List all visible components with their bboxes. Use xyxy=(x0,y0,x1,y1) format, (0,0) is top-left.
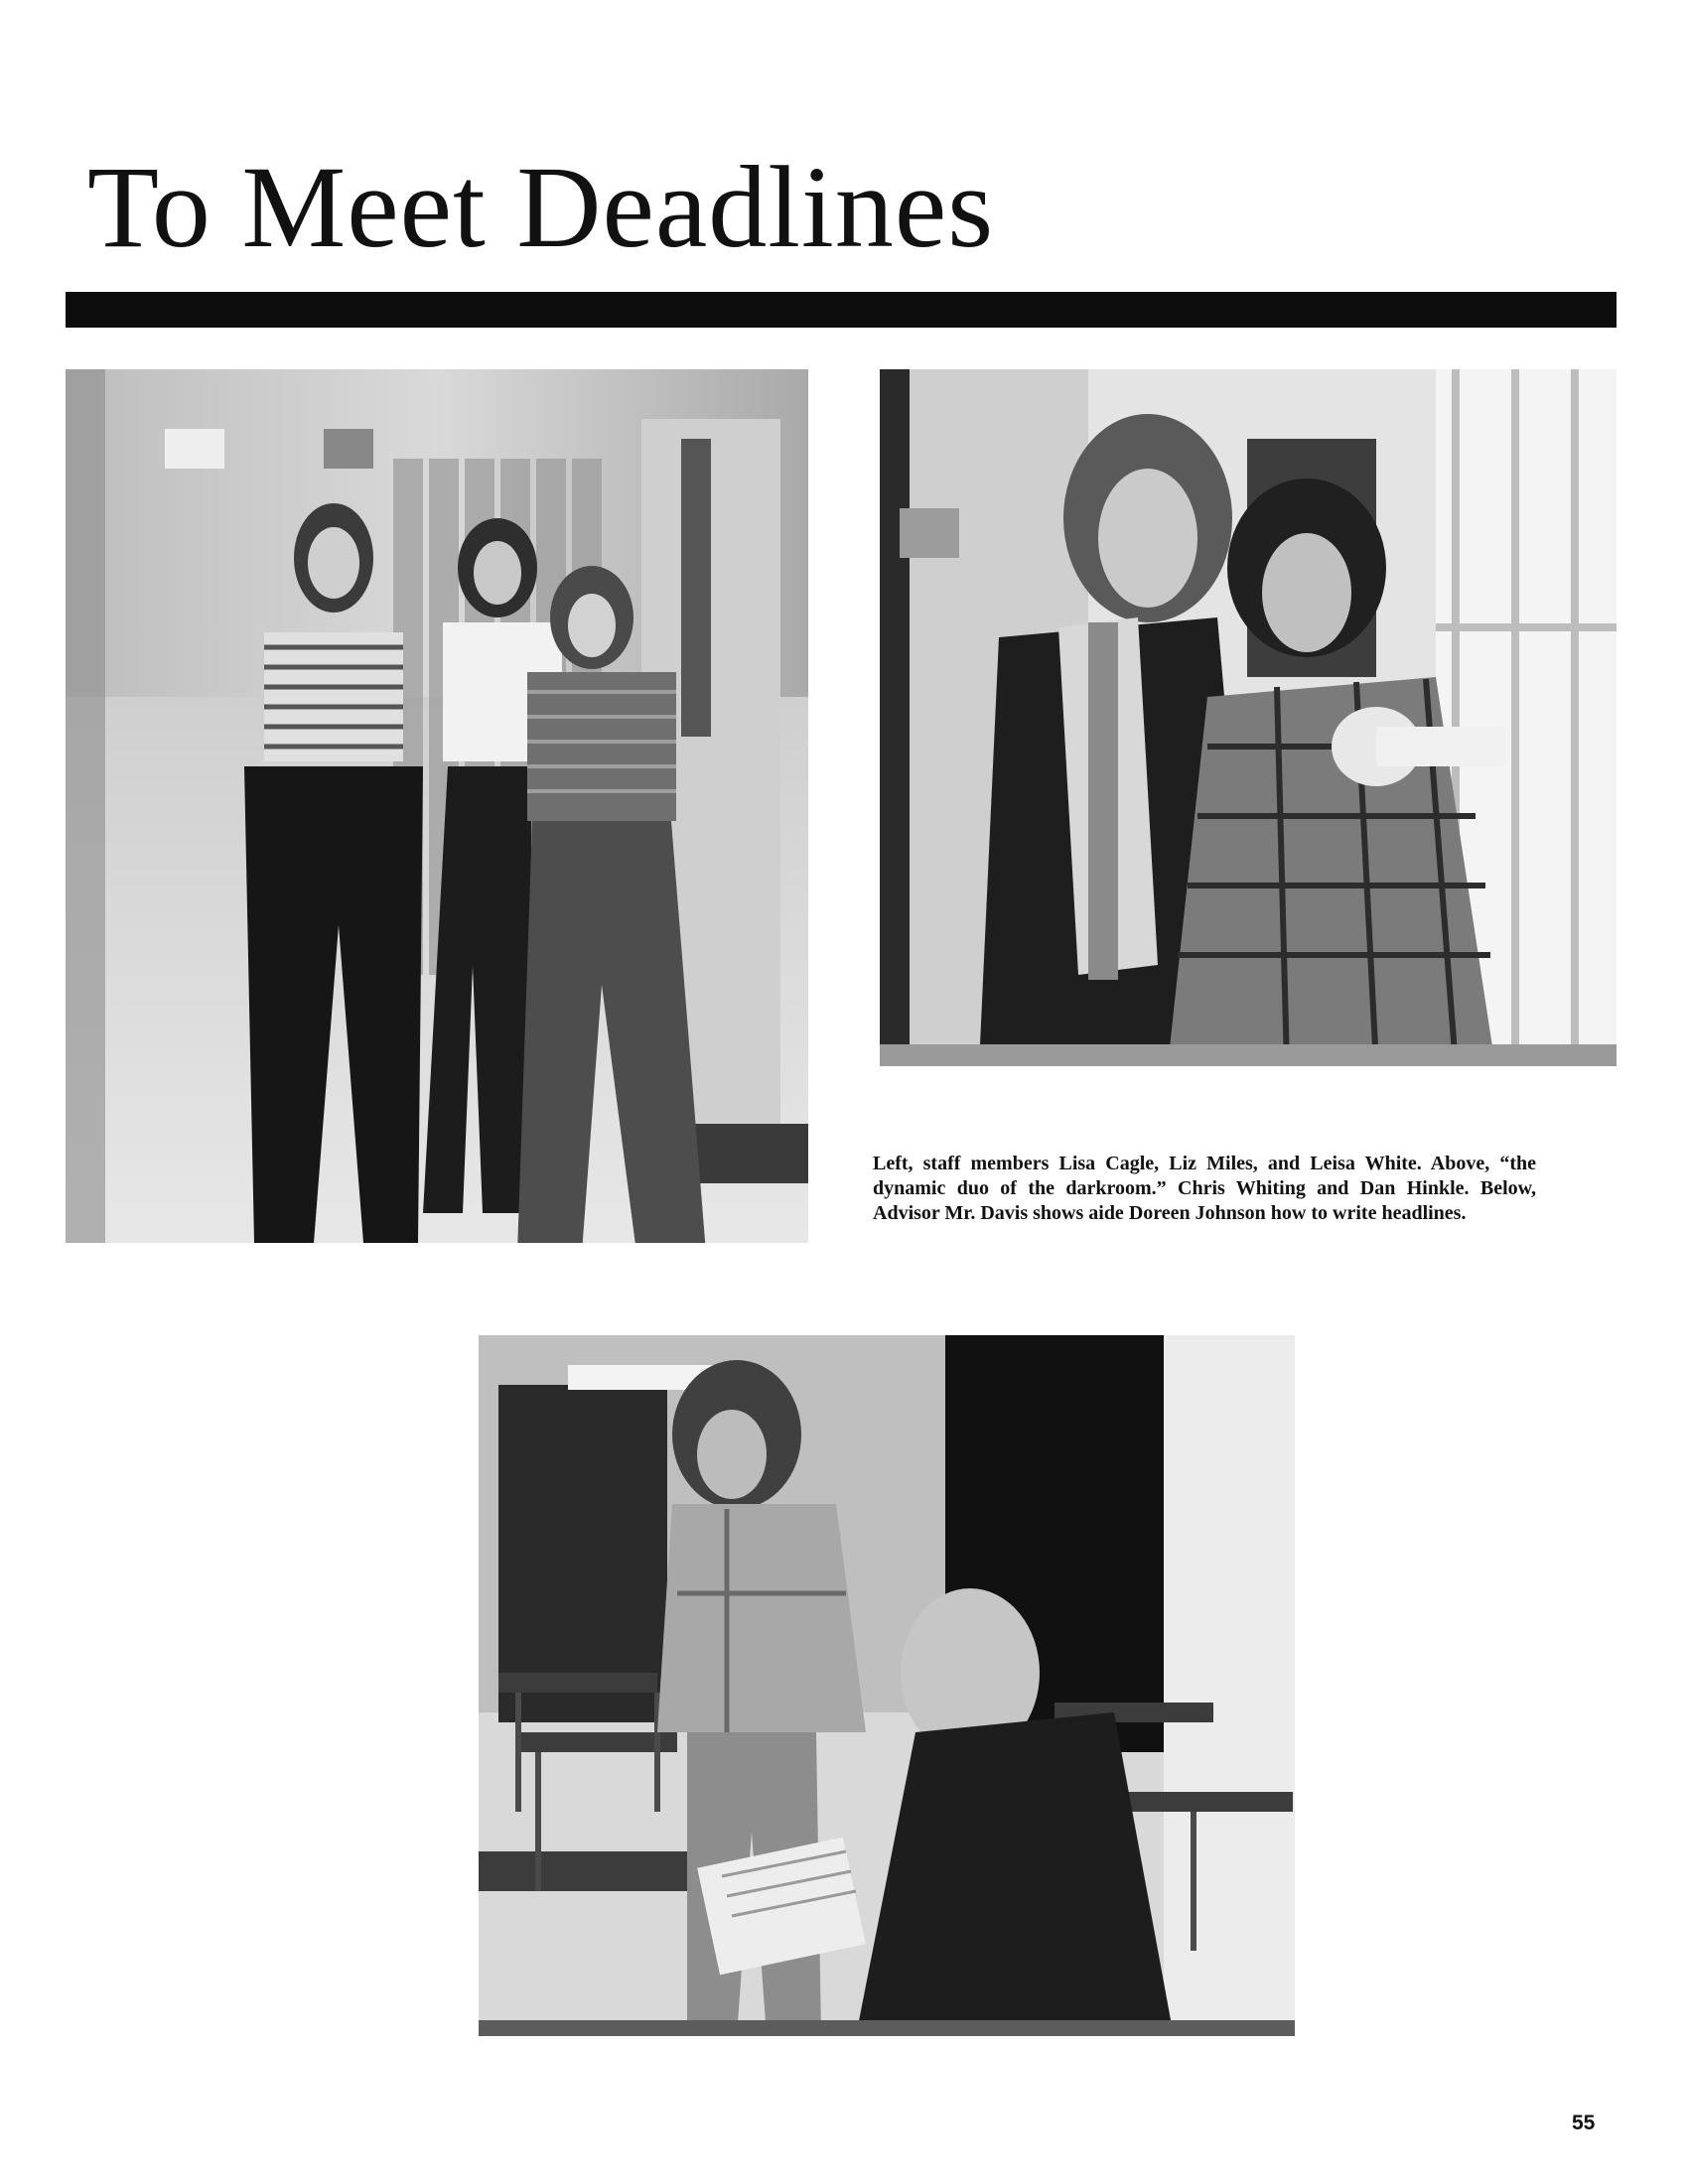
photo-hallway-staff-members xyxy=(66,369,808,1263)
headline-rule xyxy=(66,292,1617,328)
photo-darkroom-duo xyxy=(880,369,1617,1066)
classroom-photo-graphic xyxy=(479,1335,1295,2036)
page-number: 55 xyxy=(1572,2112,1596,2134)
page-headline: To Meet Deadlines xyxy=(87,142,995,272)
hallway-photo-graphic xyxy=(66,369,808,1263)
darkroom-photo-graphic xyxy=(880,369,1617,1066)
photo-advisor-and-aide xyxy=(479,1335,1295,2036)
photo-caption: Left, staff members Lisa Cagle, Liz Miles, and Leisa White. Above, “the dynamic duo of the darkroom.” Chris Whiting and Dan Hinkle. Below, Advisor Mr. Davis shows aide Doreen Johnson how to write headlines. xyxy=(873,1153,1536,1224)
